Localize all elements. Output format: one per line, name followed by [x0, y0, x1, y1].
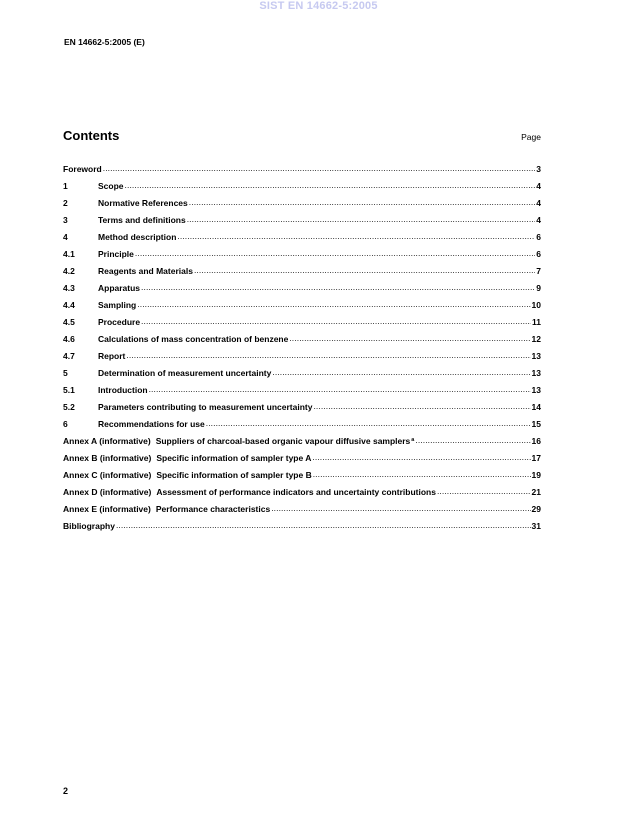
toc-entry-number: 4 — [63, 232, 68, 242]
toc-entry-number: 4.5 — [63, 317, 75, 327]
toc-entry[interactable] — [63, 487, 541, 504]
toc-entry-leader-dots — [126, 350, 530, 360]
footnote-marker: a — [411, 437, 415, 443]
toc-entry[interactable] — [63, 300, 541, 317]
toc-entry-number: 4.6 — [63, 334, 75, 344]
toc-entry[interactable] — [63, 504, 541, 521]
toc-entry-number: Annex C (informative) — [63, 470, 152, 480]
table-of-contents — [63, 164, 541, 538]
toc-entry[interactable] — [63, 249, 541, 266]
toc-entry-leader-dots — [289, 333, 530, 343]
toc-entry-number: 6 — [63, 419, 68, 429]
toc-entry-leader-dots — [135, 248, 535, 258]
toc-entry-number: 4.2 — [63, 266, 75, 276]
toc-entry-title: Report — [98, 351, 126, 361]
toc-entry-page: 3 — [536, 164, 541, 174]
toc-entry-page: 13 — [531, 385, 541, 395]
page-number: 2 — [63, 786, 69, 796]
toc-entry-page: 7 — [536, 266, 541, 276]
toc-entry-number: 5.2 — [63, 402, 75, 412]
toc-entry-title: Foreword — [63, 164, 102, 174]
toc-entry-title: Bibliography — [63, 521, 115, 531]
toc-entry[interactable] — [63, 232, 541, 249]
toc-entry-page: 10 — [531, 300, 541, 310]
toc-entry[interactable] — [63, 419, 541, 436]
toc-entry-title: Reagents and Materials — [98, 266, 193, 276]
toc-entry[interactable] — [63, 453, 541, 470]
document-reference: EN 14662-5:2005 (E) — [64, 37, 145, 47]
toc-entry-title: Specific information of sampler type A — [156, 453, 312, 463]
watermark: SIST EN 14662-5:2005 — [259, 0, 378, 12]
toc-entry-leader-dots — [116, 520, 531, 530]
toc-entry-leader-dots — [312, 452, 530, 462]
toc-entry-number: Annex E (informative) — [63, 504, 151, 514]
toc-entry-title: Determination of measurement uncertainty — [98, 368, 272, 378]
toc-entry-leader-dots — [313, 469, 531, 479]
toc-entry-title: Parameters contributing to measurement uncertainty — [98, 402, 313, 412]
toc-entry-leader-dots — [313, 401, 530, 411]
toc-entry-title: Terms and definitions — [98, 215, 186, 225]
toc-entry[interactable] — [63, 283, 541, 300]
toc-entry-number: 4.4 — [63, 300, 75, 310]
toc-entry-leader-dots — [137, 299, 530, 309]
toc-entry-number: 5.1 — [63, 385, 75, 395]
toc-entry[interactable] — [63, 198, 541, 215]
contents-heading: Contents — [63, 128, 120, 143]
toc-entry[interactable] — [63, 351, 541, 368]
toc-entry-page: 14 — [531, 402, 541, 412]
toc-entry[interactable] — [63, 181, 541, 198]
toc-entry-page: 29 — [531, 504, 541, 514]
toc-entry-leader-dots — [177, 231, 535, 241]
toc-entry-title: Scope — [98, 181, 124, 191]
toc-entry-leader-dots — [272, 367, 530, 377]
toc-entry-leader-dots — [103, 163, 536, 173]
toc-entry-number: 2 — [63, 198, 68, 208]
toc-entry-number: 4.3 — [63, 283, 75, 293]
toc-entry-leader-dots — [149, 384, 531, 394]
toc-entry-number: 4.7 — [63, 351, 75, 361]
toc-entry-title — [156, 436, 415, 446]
toc-entry-page: 6 — [536, 249, 541, 259]
toc-entry[interactable] — [63, 164, 541, 181]
toc-entry-page: 9 — [536, 283, 541, 293]
toc-entry[interactable] — [63, 436, 541, 453]
toc-entry-leader-dots — [141, 316, 531, 326]
toc-entry-number: Annex B (informative) — [63, 453, 152, 463]
toc-entry-title: Recommendations for use — [98, 419, 205, 429]
toc-entry-page: 4 — [536, 181, 541, 191]
page-column-label: Page — [521, 132, 541, 142]
toc-entry-leader-dots — [206, 418, 531, 428]
toc-entry[interactable] — [63, 402, 541, 419]
toc-entry-title: Normative References — [98, 198, 188, 208]
toc-entry-leader-dots — [125, 180, 536, 190]
toc-entry-number: 3 — [63, 215, 68, 225]
toc-entry-page: 16 — [531, 436, 541, 446]
toc-entry[interactable] — [63, 266, 541, 283]
toc-entry-title: Sampling — [98, 300, 137, 310]
toc-entry-leader-dots — [415, 435, 530, 445]
toc-entry-page: 13 — [531, 368, 541, 378]
toc-entry-page: 21 — [531, 487, 541, 497]
toc-entry-title-text: Suppliers of charcoal-based organic vapour diffusive samplers — [155, 436, 411, 446]
toc-entry[interactable] — [63, 317, 541, 334]
toc-entry-number: 5 — [63, 368, 68, 378]
toc-entry-title: Apparatus — [98, 283, 141, 293]
toc-entry-page: 19 — [531, 470, 541, 480]
toc-entry-page: 6 — [536, 232, 541, 242]
toc-entry-leader-dots — [189, 197, 536, 207]
toc-entry-number: 4.1 — [63, 249, 75, 259]
toc-entry-leader-dots — [437, 486, 531, 496]
toc-entry[interactable] — [63, 215, 541, 232]
toc-entry-title: Specific information of sampler type B — [156, 470, 312, 480]
toc-entry-title: Principle — [98, 249, 134, 259]
toc-entry[interactable] — [63, 385, 541, 402]
toc-entry-number: Annex D (informative) — [63, 487, 152, 497]
toc-entry[interactable] — [63, 470, 541, 487]
toc-entry[interactable] — [63, 334, 541, 351]
toc-entry-leader-dots — [271, 503, 530, 513]
toc-entry-title: Performance characteristics — [155, 504, 271, 514]
toc-entry-page: 13 — [531, 351, 541, 361]
toc-entry-page: 4 — [536, 198, 541, 208]
toc-entry-title: Method description — [98, 232, 177, 242]
toc-entry-number: 1 — [63, 181, 68, 191]
toc-entry-leader-dots — [187, 214, 536, 224]
toc-entry-page: 11 — [532, 317, 541, 327]
toc-entry-page: 12 — [531, 334, 541, 344]
toc-entry-page: 31 — [531, 521, 541, 531]
toc-entry-title: Assessment of performance indicators and uncertainty contributions — [156, 487, 436, 497]
toc-entry-leader-dots — [141, 282, 535, 292]
toc-entry[interactable] — [63, 368, 541, 385]
toc-entry-leader-dots — [194, 265, 535, 275]
toc-entry-title: Calculations of mass concentration of benzene — [98, 334, 289, 344]
toc-entry-title: Introduction — [98, 385, 148, 395]
toc-entry-title: Procedure — [98, 317, 141, 327]
toc-entry-number: Annex A (informative) — [63, 436, 151, 446]
toc-entry-page: 4 — [536, 215, 541, 225]
toc-entry[interactable] — [63, 521, 541, 538]
toc-entry-page: 15 — [531, 419, 541, 429]
toc-entry-page: 17 — [531, 453, 541, 463]
